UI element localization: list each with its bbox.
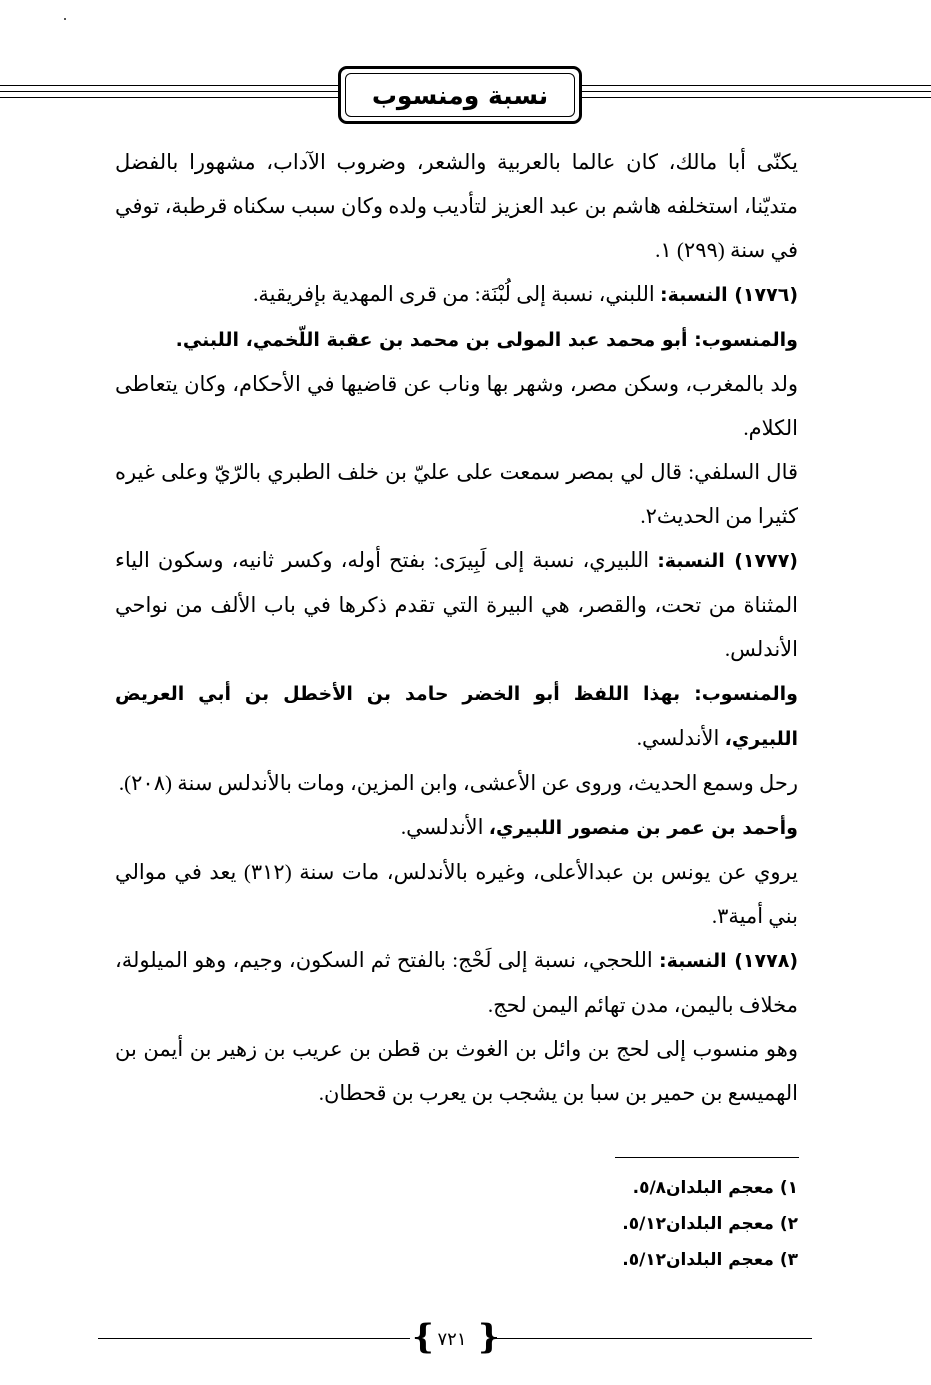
header-rule-right-bottom	[582, 97, 931, 98]
header-rule-right-top	[582, 85, 931, 86]
footer-rule-left	[98, 1338, 410, 1339]
footnote: ٢) معجم البلدان٥/١٢.	[622, 1214, 798, 1234]
paragraph: قال السلفي: قال لي بمصر سمعت على عليّ بن خلف الطبري بالرّيّ وعلى غيره كثيرا من الحديث٢.	[115, 460, 798, 528]
page-number-brace-left: {	[412, 1317, 434, 1357]
bold-heading: (١٧٧٧) النسبة:	[657, 550, 798, 572]
bold-heading: والمنسوب: بهذا اللفظ أبو الخضر حامد بن الأخطل بن أبي العريض اللبيري،	[115, 683, 798, 750]
footnote-separator	[615, 1157, 799, 1158]
paragraph-text: الأندلسي.	[636, 726, 725, 750]
paragraph: يروي عن يونس بن عبدالأعلى، وغيره بالأندلس، مات سنة (٣١٢) يعد في موالي بني أمية٣.	[115, 860, 798, 928]
page-number: ٧٢١	[437, 1328, 467, 1350]
bold-heading: والمنسوب: أبو محمد عبد المولى بن محمد بن عقبة اللّخمي، اللبني.	[175, 329, 798, 351]
paragraph	[115, 538, 798, 671]
paragraph: وهو منسوب إلى لحج بن وائل بن الغوث بن قطن بن عريب بن زهير بن أيمن بن الهميسع بن حمير بن سبا بن يشجب بن يعرب بن قحطان.	[115, 1037, 798, 1105]
footnote: ١) معجم البلدان٥/٨.	[632, 1178, 798, 1198]
paragraph	[115, 317, 798, 362]
paragraph-text: الأندلسي.	[400, 815, 489, 839]
header-rule-left-bottom	[0, 97, 338, 98]
paragraph	[115, 805, 798, 850]
header-title-frame	[338, 66, 582, 124]
header-rule-right-middle	[582, 91, 931, 92]
footnote: ٣) معجم البلدان٥/١٢.	[622, 1250, 798, 1270]
main-text	[115, 140, 798, 1115]
paragraph: يكنّى أبا مالك، كان عالما بالعربية والشعر، وضروب الآداب، مشهورا بالفضل متديّنا، استخلفه هاشم بن عبد العزيز لتأديب ولده وكان سبب سكناه قرطبة، توفي في سنة (٢٩٩) ١.	[115, 150, 798, 262]
page-header	[0, 62, 931, 132]
paragraph-text: اللبني، نسبة إلى لُبْنَة: من قرى المهدية بإفريقية.	[253, 282, 660, 306]
paragraph: ولد بالمغرب، وسكن مصر، وشهر بها وناب عن قاضيها في الأحكام، وكان يتعاطى الكلام.	[115, 372, 798, 440]
bold-heading: (١٧٧٨) النسبة:	[659, 950, 798, 972]
header-rule-left-top	[0, 85, 338, 86]
scan-speck	[64, 18, 66, 20]
bold-heading: وأحمد بن عمر بن منصور اللبيري،	[488, 817, 798, 839]
paragraph	[115, 671, 798, 761]
paragraph-text: اللبيري، نسبة إلى لَبِيرَى: بفتح أوله، وكسر ثانيه، وسكون الياء المثناة من تحت، والقصر، هي البيرة التي تقدم ذكرها في باب الألف من نواحي الأندلس.	[115, 548, 798, 661]
paragraph	[115, 272, 798, 317]
footnotes	[400, 1170, 798, 1278]
footer-rule-right	[494, 1338, 812, 1339]
bold-heading: (١٧٧٦) النسبة:	[660, 284, 798, 306]
paragraph: رحل وسمع الحديث، وروى عن الأعشى، وابن المزين، ومات بالأندلس سنة (٢٠٨).	[118, 771, 798, 795]
header-rule-left-middle	[0, 91, 338, 92]
paragraph	[115, 938, 798, 1027]
header-title: نسبة ومنسوب	[345, 73, 575, 117]
paragraph-text: اللحجي، نسبة إلى لَحْج: بالفتح ثم السكون، وجيم، وهو الميلولة، مخلاف باليمن، مدن تهائم اليمن لحج.	[115, 948, 798, 1017]
page-number-brace-right: }	[478, 1317, 500, 1357]
